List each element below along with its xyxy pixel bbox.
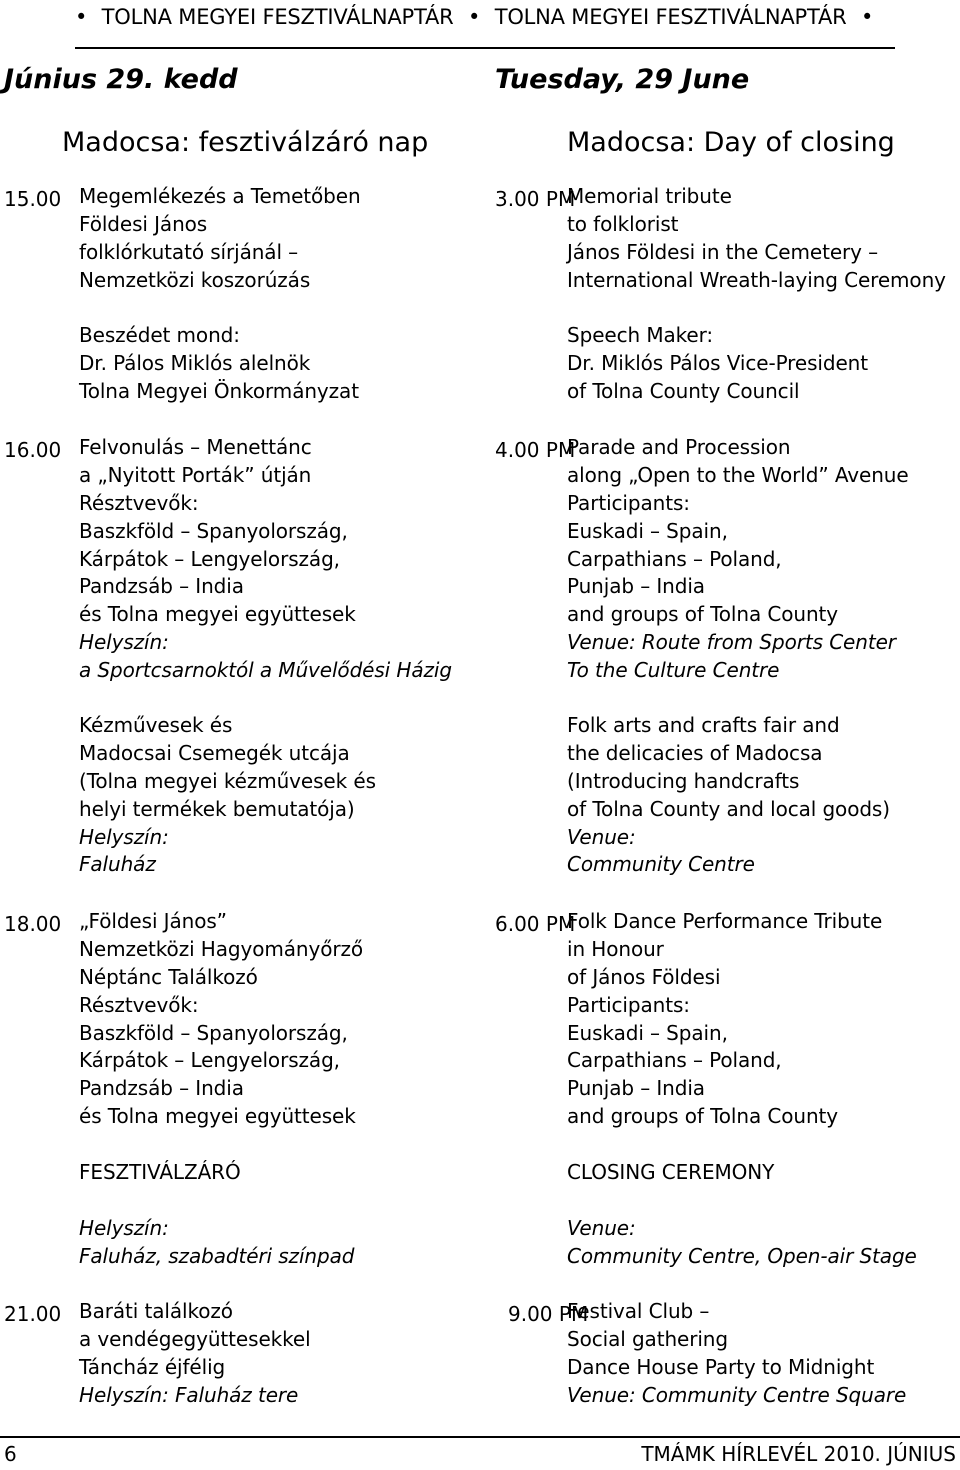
hu-event-line: és Tolna megyei együttesek	[79, 602, 356, 627]
hu-event-line: Madocsai Csemegék utcája	[79, 740, 350, 765]
hu-event-line: Pandzsáb – India	[79, 1076, 244, 1101]
hu-event-time: 18.00	[4, 912, 62, 936]
en-event-time: 3.00 PM	[495, 187, 576, 211]
page-header	[75, 5, 895, 49]
header-text-1: TOLNA MEGYEI FESZTIVÁLNAPTÁR	[101, 5, 454, 29]
hu-event-line: a vendégegyüttesekkel	[79, 1326, 311, 1351]
hu-event-line: Nemzetközi Hagyományőrző	[79, 936, 364, 961]
hu-event-line: Megemlékezés a Temetőben	[79, 184, 361, 208]
hu-event-block	[79, 434, 452, 685]
hu-event-time: 16.00	[4, 438, 62, 462]
en-event-line: Folk arts and crafts fair and	[567, 713, 840, 737]
hu-event-venue-line: Helyszín:	[79, 824, 169, 849]
bullet-icon: •	[861, 5, 874, 29]
hu-event-venue-line: Helyszín: Faluház tere	[79, 1382, 299, 1407]
hu-event-line: Baráti találkozó	[79, 1299, 233, 1323]
hu-event-line: Baszkföld – Spanyolország,	[79, 1020, 348, 1045]
hu-event-line: Kárpátok – Lengyelország,	[79, 546, 340, 571]
hu-event-venue-line: Faluház, szabadtéri színpad	[79, 1243, 355, 1268]
en-event-line: János Földesi in the Cemetery –	[567, 239, 879, 264]
en-event-line: Participants:	[567, 490, 690, 515]
en-event-line: of János Földesi	[567, 964, 721, 989]
en-event-time: 6.00 PM	[495, 912, 576, 936]
day-title-en: Madocsa: Day of closing	[567, 127, 895, 158]
en-event-line: Euskadi – Spain,	[567, 518, 728, 543]
hu-event-venue-line: a Sportcsarnoktól a Művelődési Házig	[79, 658, 452, 683]
date-title-en: Tuesday, 29 June	[495, 64, 750, 95]
hu-event-line	[79, 1131, 363, 1159]
hu-event-line: Résztvevők:	[79, 992, 199, 1017]
hu-event-block	[79, 1298, 311, 1410]
hu-event-venue-line: Helyszín:	[79, 630, 169, 655]
en-event-line: Parade and Procession	[567, 435, 791, 459]
hu-event-line: Nemzetközi koszorúzás	[79, 267, 311, 292]
en-event-line: and groups of Tolna County	[567, 602, 839, 627]
en-event-line: of Tolna County and local goods)	[567, 796, 890, 821]
hu-event-block	[79, 908, 363, 1271]
hu-event-line: a „Nyitott Porták” útján	[79, 462, 312, 487]
hu-event-line: Tolna Megyei Önkormányzat	[79, 379, 359, 404]
hu-event-line: Résztvevők:	[79, 490, 199, 515]
hu-event-line: Beszédet mond:	[79, 323, 240, 348]
hu-event-line: Néptánc Találkozó	[79, 964, 258, 989]
en-event-line: the delicacies of Madocsa	[567, 740, 823, 765]
hu-event-time: 21.00	[4, 1302, 62, 1326]
en-event-line	[567, 1131, 917, 1159]
en-event-line: Carpathians – Poland,	[567, 1048, 782, 1073]
hu-event-line: Táncház éjfélig	[79, 1354, 226, 1379]
hu-event-line: „Földesi János”	[79, 909, 227, 933]
en-event-venue-line: Venue: Route from Sports Center	[567, 630, 896, 655]
en-event-venue-line: Venue:	[567, 1215, 636, 1240]
day-title-hu: Madocsa: fesztiválzáró nap	[62, 127, 429, 158]
hu-event-line: Felvonulás – Menettánc	[79, 435, 312, 459]
en-event-line	[567, 1187, 917, 1215]
hu-event-line: helyi termékek bemutatója)	[79, 796, 355, 821]
en-event-block	[567, 908, 917, 1271]
en-event-line: Punjab – India	[567, 574, 705, 599]
en-event-line: CLOSING CEREMONY	[567, 1160, 775, 1185]
hu-event-venue-line: Helyszín:	[79, 1215, 169, 1240]
hu-event-line	[79, 1187, 363, 1215]
en-event-line: to folklorist	[567, 211, 679, 236]
en-event-line: Punjab – India	[567, 1076, 705, 1101]
hu-event-line: és Tolna megyei együttesek	[79, 1104, 356, 1129]
en-event-venue-line: Community Centre, Open-air Stage	[567, 1243, 917, 1268]
en-event-line: and groups of Tolna County	[567, 1104, 839, 1129]
en-event-line: Dr. Miklós Pálos Vice-President	[567, 351, 868, 376]
en-event-line: Dance House Party to Midnight	[567, 1354, 875, 1379]
en-event-line: Folk Dance Performance Tribute	[567, 909, 883, 933]
en-event-venue-line: To the Culture Centre	[567, 658, 780, 683]
en-event-line: in Honour	[567, 936, 664, 961]
hu-event-block	[79, 712, 376, 879]
en-event-block	[567, 434, 909, 685]
hu-event-line: folklórkutató sírjánál –	[79, 239, 299, 264]
hu-event-line: Kárpátok – Lengyelország,	[79, 1048, 340, 1073]
bullet-icon: •	[75, 5, 88, 29]
en-event-time: 9.00 PM	[508, 1302, 589, 1326]
hu-event-venue-line: Faluház	[79, 852, 156, 877]
hu-event-block	[79, 183, 361, 406]
hu-event-line: Dr. Pálos Miklós alelnök	[79, 351, 311, 376]
date-title-hu: Június 29. kedd	[4, 64, 238, 95]
en-event-line: Participants:	[567, 992, 690, 1017]
en-event-line: Euskadi – Spain,	[567, 1020, 728, 1045]
en-event-line: of Tolna County Council	[567, 379, 800, 404]
en-event-block	[567, 183, 946, 406]
en-event-time: 4.00 PM	[495, 438, 576, 462]
en-event-line: Speech Maker:	[567, 323, 714, 348]
en-event-line: Festival Club –	[567, 1299, 710, 1323]
en-event-venue-line: Venue: Community Centre Square	[567, 1382, 907, 1407]
en-event-line: (Introducing handcrafts	[567, 768, 800, 793]
en-event-line: along „Open to the World” Avenue	[567, 462, 909, 487]
en-event-line: Social gathering	[567, 1326, 728, 1351]
hu-event-line: Baszkföld – Spanyolország,	[79, 518, 348, 543]
page-number: 6	[4, 1442, 17, 1466]
en-event-block	[567, 712, 890, 879]
en-event-venue-line: Community Centre	[567, 852, 755, 877]
en-event-line: Carpathians – Poland,	[567, 546, 782, 571]
en-event-line	[567, 295, 946, 323]
hu-event-line: FESZTIVÁLZÁRÓ	[79, 1160, 241, 1185]
header-text-2: TOLNA MEGYEI FESZTIVÁLNAPTÁR	[494, 5, 847, 29]
hu-event-time: 15.00	[4, 187, 62, 211]
hu-event-line: Földesi János	[79, 211, 208, 236]
en-event-line: International Wreath-laying Ceremony	[567, 267, 946, 292]
en-event-venue-line: Venue:	[567, 824, 636, 849]
bullet-icon: •	[468, 5, 481, 29]
en-event-line: Memorial tribute	[567, 184, 732, 208]
hu-event-line	[79, 295, 361, 323]
page-footer	[0, 1436, 960, 1470]
hu-event-line: Pandzsáb – India	[79, 574, 244, 599]
en-event-block	[567, 1298, 906, 1410]
newsletter-name: TMÁMK HÍRLEVÉL 2010. JÚNIUS	[641, 1442, 956, 1466]
hu-event-line: Kézművesek és	[79, 713, 233, 737]
hu-event-line: (Tolna megyei kézművesek és	[79, 768, 376, 793]
